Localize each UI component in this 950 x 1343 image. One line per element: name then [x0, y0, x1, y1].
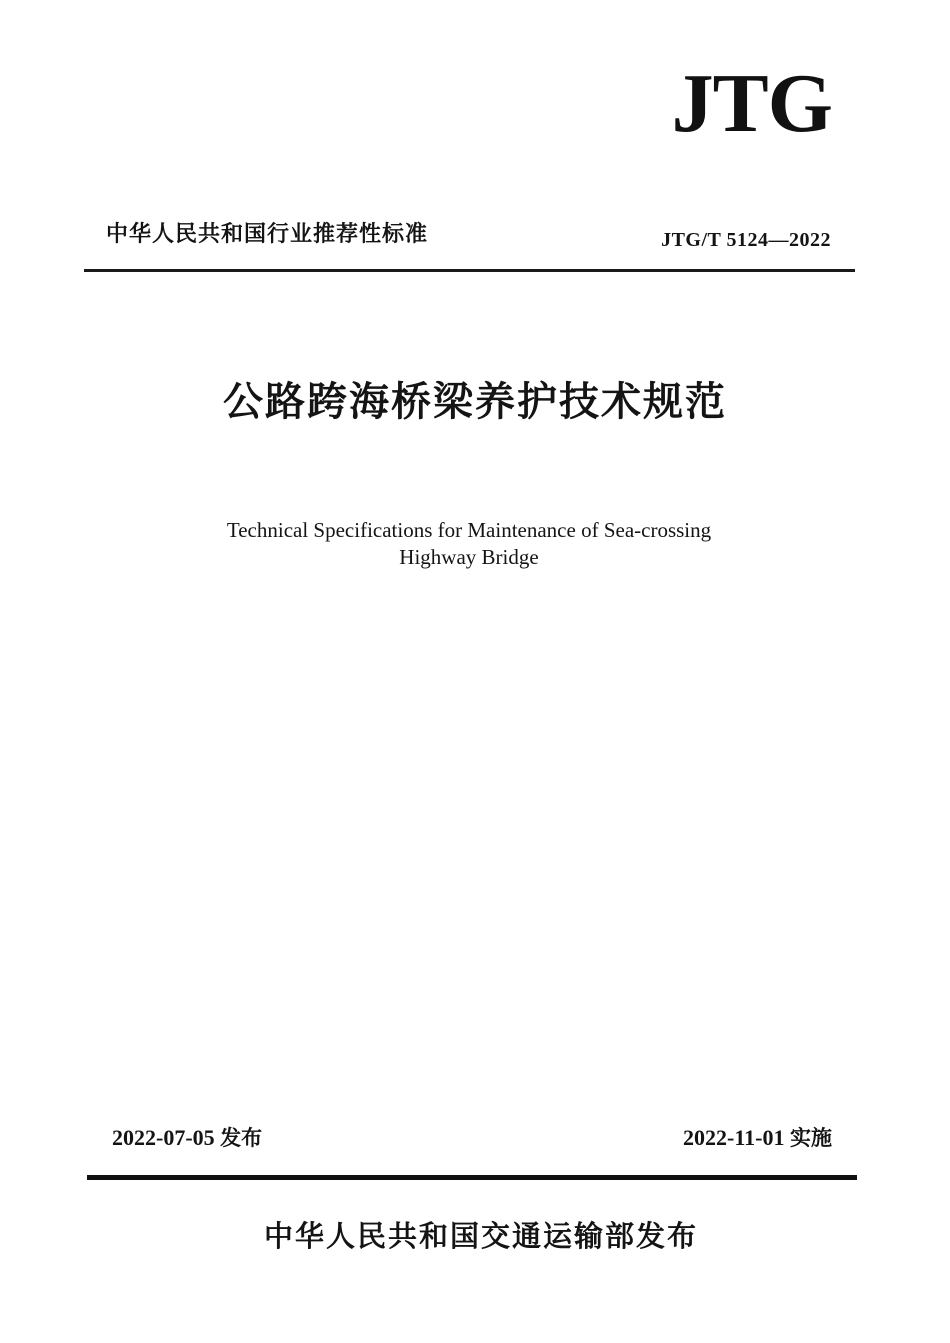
title-english-line-2: Highway Bridge — [399, 545, 539, 569]
issue-date-block — [112, 1127, 262, 1149]
footer-divider — [87, 1175, 857, 1180]
effective-date: 2022-11-01 — [683, 1125, 785, 1150]
effective-date-block — [683, 1127, 832, 1149]
effective-label: 实施 — [790, 1126, 832, 1150]
standard-code: JTG/T 5124—2022 — [661, 229, 831, 251]
standard-category: 中华人民共和国行业推荐性标准 — [106, 222, 429, 247]
title-english-line-1: Technical Specifications for Maintenance of Sea-crossing — [226, 518, 712, 542]
issue-label: 发布 — [220, 1126, 263, 1150]
issue-date: 2022-07-05 — [112, 1125, 215, 1150]
header-divider — [84, 269, 855, 272]
publisher: 中华人民共和国交通运输部发布 — [263, 1219, 698, 1253]
title-english — [0, 517, 938, 571]
title-chinese: 公路跨海桥梁养护技术规范 — [223, 379, 727, 425]
jtg-logo: JTG — [671, 57, 832, 150]
